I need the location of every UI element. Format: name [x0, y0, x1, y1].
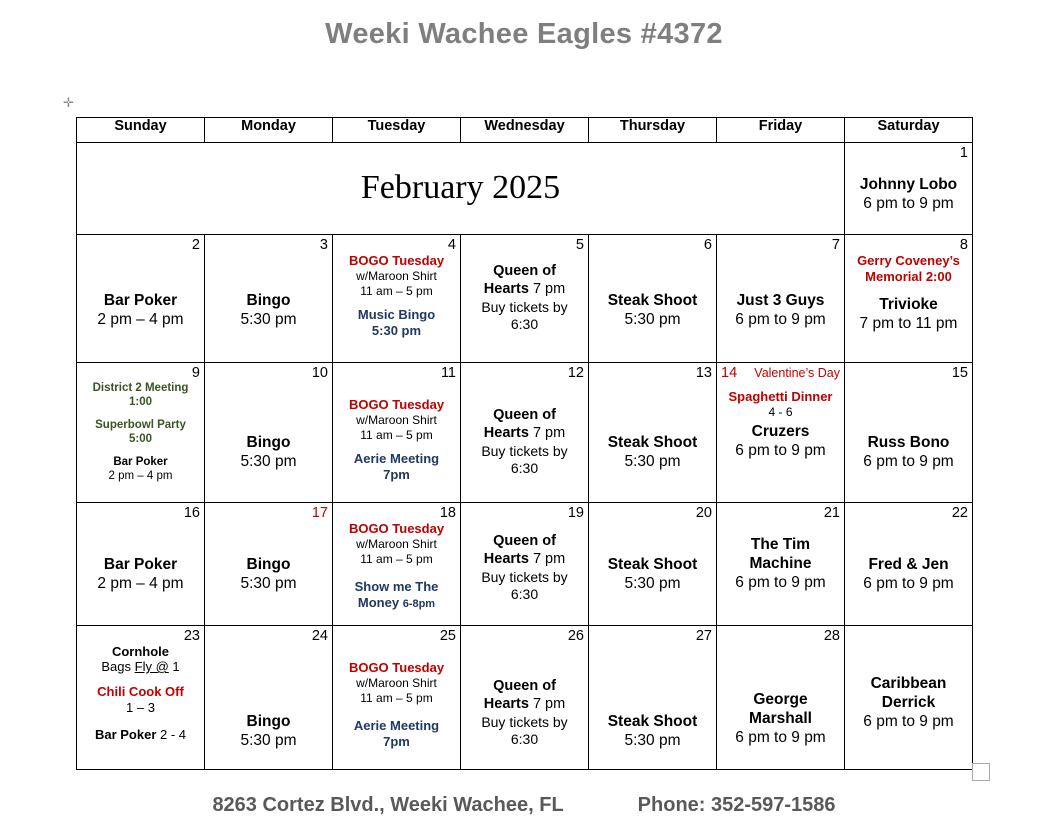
event-bogo-note: w/Maroon Shirt [356, 676, 437, 690]
event-time: 5:30 pm [624, 311, 681, 328]
day-number: 21 [823, 505, 840, 521]
day-number: 24 [311, 628, 328, 644]
event-time: 7 pm [532, 281, 566, 297]
day-number: 20 [695, 505, 712, 521]
event-chili-cook-off: Chili Cook Off [97, 684, 184, 699]
event-time: 6 pm to 9 pm [735, 729, 826, 746]
day-number: 25 [439, 628, 456, 644]
event-time: 2 pm – 4 pm [97, 575, 184, 592]
day-cell-17[interactable] [205, 503, 333, 626]
month-title: February 2025 [360, 168, 561, 206]
event-time: 6 pm to 9 pm [735, 442, 826, 459]
day-number: 17 [311, 505, 328, 521]
event-title: Johnny Lobo [859, 176, 958, 193]
weekday-header-sunday: Sunday [77, 118, 205, 143]
event-note: Buy tickets by [481, 299, 568, 315]
day-cell-4[interactable] [333, 235, 461, 363]
event-time: 2 pm – 4 pm [97, 311, 184, 328]
day-number: 6 [703, 237, 712, 253]
event-bogo-title: BOGO Tuesday [348, 660, 445, 675]
event-time: 6 pm to 9 pm [735, 311, 826, 328]
event-secondary-title: Aerie Meeting [353, 451, 440, 466]
event-title-2: Hearts [483, 551, 529, 567]
event-bar-poker-time: 2 - 4 [160, 727, 187, 742]
event-title: Bingo [246, 292, 291, 309]
event-bar-poker: Bar Poker [113, 456, 168, 468]
event-bogo-note: w/Maroon Shirt [356, 537, 437, 551]
event-title: Queen of [493, 407, 556, 423]
event-title: Steak Shoot [607, 713, 698, 730]
day-number: 7 [831, 237, 840, 253]
day-number: 9 [191, 365, 200, 381]
event-cornhole-note: Bags [101, 659, 131, 674]
day-cell-12[interactable] [461, 363, 589, 503]
event-title: Steak Shoot [607, 556, 698, 573]
event-secondary-time: 5:30 pm [371, 323, 422, 338]
day-number: 11 [440, 365, 456, 381]
day-cell-28[interactable] [717, 626, 845, 770]
day-number: 22 [951, 505, 968, 521]
event-time: 6 pm to 9 pm [863, 453, 954, 470]
event-secondary-title-2: Money [357, 595, 400, 610]
day-cell-5[interactable] [461, 235, 589, 363]
event-district-meeting-time: 1:00 [128, 396, 153, 408]
event-bogo-title: BOGO Tuesday [348, 253, 445, 268]
event-secondary-time: 7pm [383, 467, 410, 482]
weekday-header-saturday: Saturday [845, 118, 973, 143]
resize-handle[interactable] [972, 763, 990, 781]
day-cell-6[interactable] [589, 235, 717, 363]
event-title: Cruzers [751, 423, 810, 440]
day-number: 3 [319, 237, 328, 253]
day-number: 27 [695, 628, 712, 644]
event-title-2: Hearts [483, 425, 529, 441]
event-bogo-hours: 11 am – 5 pm [360, 284, 433, 298]
event-time: 7 pm [532, 425, 566, 441]
day-cell-24[interactable] [205, 626, 333, 770]
event-title: Caribbean [870, 675, 947, 692]
event-title-2: Hearts [483, 696, 529, 712]
footer-address: 8263 Cortez Blvd., Weeki Wachee, FL [212, 794, 564, 816]
day-cell-25[interactable] [333, 626, 461, 770]
event-time: 5:30 pm [240, 732, 297, 749]
day-number: 15 [951, 365, 968, 381]
event-bar-poker-time: 2 pm – 4 pm [108, 470, 173, 482]
day-cell-3[interactable] [205, 235, 333, 363]
holiday-label: Valentine’s Day [754, 366, 840, 380]
event-title: Just 3 Guys [736, 292, 825, 309]
event-note-time: 6:30 [510, 586, 539, 602]
day-number: 26 [567, 628, 584, 644]
day-number: 16 [183, 505, 200, 521]
event-cornhole: Cornhole [111, 644, 170, 659]
day-number: 12 [567, 365, 584, 381]
event-cornhole-time: 1 [172, 659, 180, 674]
day-number: 1 [959, 145, 968, 161]
event-title: Bingo [246, 556, 291, 573]
event-time: 6 pm to 9 pm [735, 574, 826, 591]
calendar-week-row [77, 626, 973, 770]
weekday-header-friday: Friday [717, 118, 845, 143]
event-district-meeting: District 2 Meeting [92, 382, 189, 394]
event-time: 7 pm [532, 551, 566, 567]
event-title-2: Machine [749, 555, 812, 572]
day-cell-1[interactable] [845, 143, 973, 235]
day-number: 28 [823, 628, 840, 644]
event-title: Russ Bono [867, 434, 950, 451]
event-title: Bingo [246, 434, 291, 451]
event-bogo-hours: 11 am – 5 pm [360, 552, 433, 566]
day-cell-26[interactable] [461, 626, 589, 770]
footer [0, 794, 1048, 817]
event-bogo-title: BOGO Tuesday [348, 397, 445, 412]
event-superbowl-party: Superbowl Party [95, 419, 186, 431]
event-title: Bar Poker [103, 556, 178, 573]
event-title: Queen of [493, 678, 556, 694]
event-title: Steak Shoot [607, 292, 698, 309]
event-bogo-note: w/Maroon Shirt [356, 413, 437, 427]
day-cell-19[interactable] [461, 503, 589, 626]
calendar-container [76, 117, 972, 770]
calendar-header-row [77, 118, 973, 143]
event-note: Buy tickets by [481, 443, 568, 459]
event-bogo-hours: 11 am – 5 pm [360, 691, 433, 705]
event-time: 5:30 pm [240, 311, 297, 328]
event-secondary-title: Aerie Meeting [353, 718, 440, 733]
event-time: 5:30 pm [240, 453, 297, 470]
day-cell-23[interactable] [77, 626, 205, 770]
move-handle-icon[interactable]: ✛ [63, 95, 74, 110]
event-title: Bingo [246, 713, 291, 730]
event-title-2: Marshall [749, 710, 812, 727]
event-title: Fred & Jen [868, 556, 949, 573]
day-cell-empty-saturday[interactable] [845, 626, 973, 770]
event-spaghetti-time: 4 - 6 [768, 405, 793, 419]
day-number: 2 [191, 237, 200, 253]
day-cell-10[interactable] [205, 363, 333, 503]
weekday-header-monday: Monday [205, 118, 333, 143]
calendar-week-row [77, 235, 973, 363]
day-cell-9[interactable] [77, 363, 205, 503]
event-time: 6 pm to 9 pm [863, 713, 954, 730]
event-chili-time: 1 – 3 [126, 700, 155, 715]
day-cell-15[interactable] [845, 363, 973, 503]
event-bogo-hours: 11 am – 5 pm [360, 428, 433, 442]
event-note-time: 6:30 [510, 316, 539, 332]
day-number: 18 [439, 505, 456, 521]
event-time: 6 pm to 9 pm [863, 575, 954, 592]
event-title: Trivioke [879, 296, 938, 313]
event-title-2: Derrick [881, 694, 936, 711]
day-number: 23 [183, 628, 200, 644]
event-note: Buy tickets by [481, 569, 568, 585]
day-cell-7[interactable] [717, 235, 845, 363]
day-number: 10 [311, 365, 328, 381]
day-cell-13[interactable] [589, 363, 717, 503]
weekday-header-tuesday: Tuesday [333, 118, 461, 143]
event-secondary-time: 6-8pm [402, 598, 436, 610]
day-cell-27[interactable] [589, 626, 717, 770]
event-memorial-line2: Memorial 2:00 [865, 269, 952, 284]
day-cell-20[interactable] [589, 503, 717, 626]
event-title: Queen of [493, 263, 556, 279]
event-bar-poker: Bar Poker [94, 727, 157, 742]
event-title: Queen of [493, 533, 556, 549]
event-time: 5:30 pm [624, 453, 681, 470]
calendar-week-row [77, 143, 973, 235]
weekday-header-thursday: Thursday [589, 118, 717, 143]
calendar-week-row [77, 503, 973, 626]
event-time: 5:30 pm [240, 575, 297, 592]
event-time: 5:30 pm [624, 575, 681, 592]
day-cell-16[interactable] [77, 503, 205, 626]
month-title-cell [77, 143, 845, 235]
event-memorial-line1: Gerry Coveney’s [857, 253, 960, 268]
day-cell-2[interactable] [77, 235, 205, 363]
day-cell-18[interactable] [333, 503, 461, 626]
day-number: 19 [567, 505, 584, 521]
event-note: Buy tickets by [481, 714, 568, 730]
event-note-time: 6:30 [510, 731, 539, 747]
event-spaghetti-dinner: Spaghetti Dinner [728, 389, 833, 404]
event-superbowl-party-time: 5:00 [128, 433, 153, 445]
footer-phone: Phone: 352-597-1586 [637, 794, 836, 816]
event-title-2: Hearts [483, 281, 529, 297]
event-time: 7 pm [532, 696, 566, 712]
day-number: 4 [447, 237, 456, 253]
weekday-header-wednesday: Wednesday [461, 118, 589, 143]
event-cornhole-link[interactable]: Fly @ [134, 659, 169, 674]
event-title: George [753, 691, 808, 708]
day-cell-8[interactable] [845, 235, 973, 363]
calendar-week-row [77, 363, 973, 503]
day-number: 5 [575, 237, 584, 253]
event-time: 7 pm to 11 pm [859, 315, 958, 332]
day-cell-22[interactable] [845, 503, 973, 626]
event-note-time: 6:30 [510, 460, 539, 476]
event-secondary-title: Music Bingo [357, 307, 436, 322]
event-bogo-note: w/Maroon Shirt [356, 269, 437, 283]
day-cell-11[interactable] [333, 363, 461, 503]
day-number: 13 [695, 365, 712, 381]
event-secondary-title: Show me The [354, 579, 439, 594]
event-time: 5:30 pm [624, 732, 681, 749]
day-number: 8 [959, 237, 968, 253]
day-cell-21[interactable] [717, 503, 845, 626]
event-title: Steak Shoot [607, 434, 698, 451]
day-number: 14 [721, 365, 738, 381]
calendar-table [76, 117, 973, 770]
event-title: Bar Poker [103, 292, 178, 309]
event-secondary-time: 7pm [383, 734, 410, 749]
event-title: The Tim [750, 536, 811, 553]
day-cell-14[interactable] [717, 363, 845, 503]
event-bogo-title: BOGO Tuesday [348, 521, 445, 536]
page-title: Weeki Wachee Eagles #4372 [325, 18, 723, 50]
event-time: 6 pm to 9 pm [863, 195, 954, 212]
